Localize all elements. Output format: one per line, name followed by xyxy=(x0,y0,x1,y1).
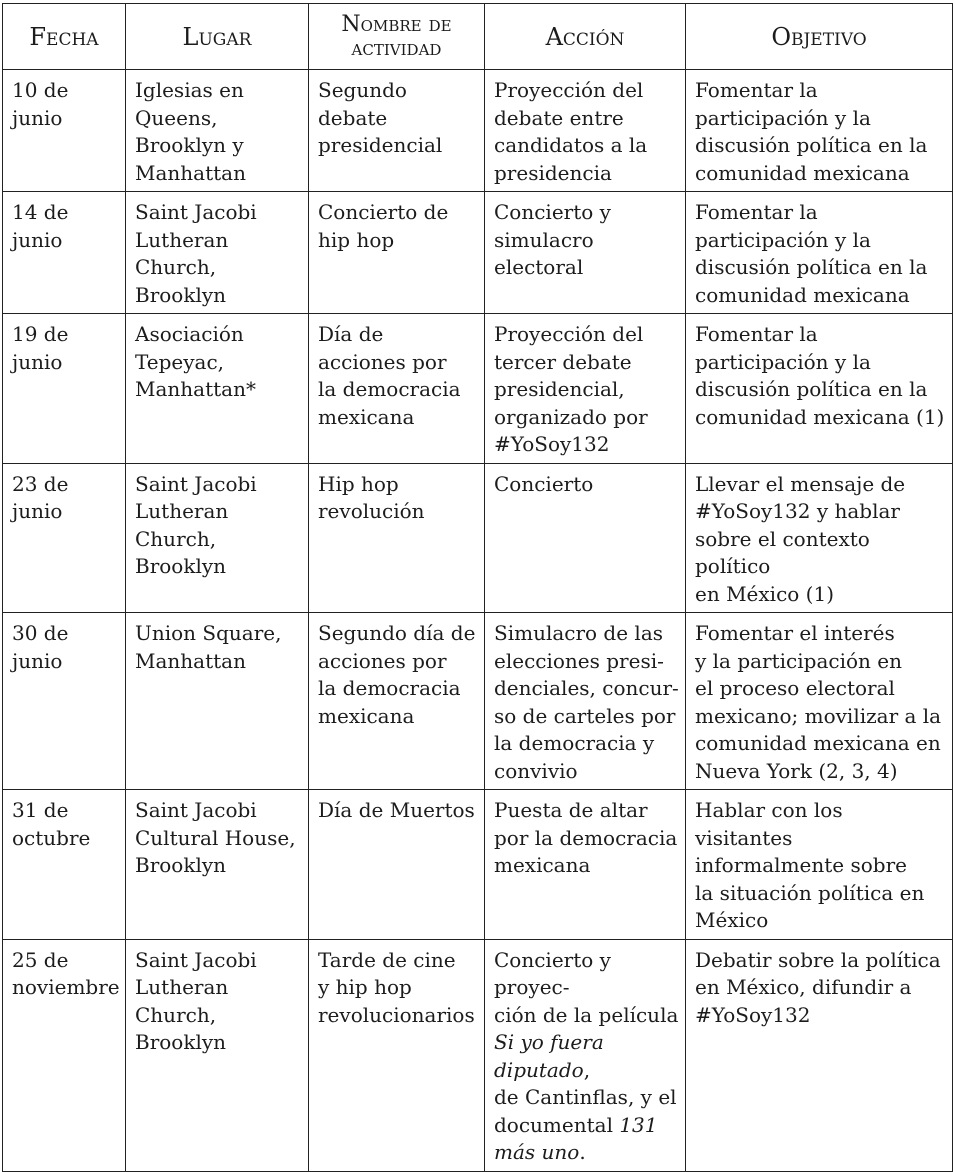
cell-lugar: Iglesias en Queens, Brooklyn y Manhattan xyxy=(126,70,309,192)
cell-lugar: Asociación Tepeyac, Manhattan* xyxy=(126,314,309,464)
cell-fecha: 25 de noviembre xyxy=(3,939,126,1171)
cell-accion xyxy=(485,939,686,1171)
cell-objetivo: Debatir sobre la política en México, difundir a #YoSoy132 xyxy=(686,939,953,1171)
activities-table-container xyxy=(2,3,953,1172)
table-row xyxy=(3,314,953,464)
table-row xyxy=(3,192,953,314)
cell-accion: Proyección del debate entre candidatos a la presidencia xyxy=(485,70,686,192)
header-objetivo: Objetivo xyxy=(686,4,953,70)
cell-accion: Concierto y simulacro electoral xyxy=(485,192,686,314)
film-title: Si yo fuera diputado xyxy=(494,1030,604,1082)
cell-lugar: Saint Jacobi Lutheran Church, Brooklyn xyxy=(126,192,309,314)
accion-text-part: Concierto y proyec- ción de la película xyxy=(494,947,679,1027)
cell-objetivo: Fomentar la participación y la discusión política en la comunidad mexicana xyxy=(686,192,953,314)
cell-fecha: 30 de junio xyxy=(3,613,126,790)
cell-nombre: Concierto de hip hop xyxy=(309,192,485,314)
table-row xyxy=(3,70,953,192)
cell-fecha: 10 de junio xyxy=(3,70,126,192)
table-row xyxy=(3,939,953,1171)
cell-nombre: Hip hop revolución xyxy=(309,463,485,613)
cell-nombre: Día de Muertos xyxy=(309,790,485,940)
cell-accion: Simulacro de las elecciones presi- denciales, concur- so de carteles por la democracia y convivio xyxy=(485,613,686,790)
cell-fecha: 14 de junio xyxy=(3,192,126,314)
cell-lugar: Saint Jacobi Lutheran Church, Brooklyn xyxy=(126,939,309,1171)
table-row xyxy=(3,463,953,613)
header-fecha: Fecha xyxy=(3,4,126,70)
cell-lugar: Saint Jacobi Lutheran Church, Brooklyn xyxy=(126,463,309,613)
activities-table xyxy=(2,3,953,1172)
cell-accion: Concierto xyxy=(485,463,686,613)
table-row xyxy=(3,790,953,940)
cell-nombre: Tarde de cine y hip hop revolucionarios xyxy=(309,939,485,1171)
cell-fecha: 19 de junio xyxy=(3,314,126,464)
cell-lugar: Saint Jacobi Cultural House, Brooklyn xyxy=(126,790,309,940)
accion-text-part: . xyxy=(579,1140,586,1164)
cell-nombre: Segundo debate presidencial xyxy=(309,70,485,192)
cell-objetivo: Fomentar la participación y la discusión política en la comunidad mexicana xyxy=(686,70,953,192)
cell-objetivo: Llevar el mensaje de #YoSoy132 y hablar sobre el contexto político en México (1) xyxy=(686,463,953,613)
cell-objetivo: Fomentar el interés y la participación en el proceso electoral mexicano; movilizar a la comunidad mexicana en Nueva York (2, 3, 4) xyxy=(686,613,953,790)
cell-nombre: Día de acciones por la democracia mexicana xyxy=(309,314,485,464)
documentary-title: 131 más uno xyxy=(494,1112,658,1164)
table-row xyxy=(3,613,953,790)
cell-accion: Puesta de altar por la democracia mexicana xyxy=(485,790,686,940)
cell-nombre: Segundo día de acciones por la democracia mexicana xyxy=(309,613,485,790)
accion-text-part: , de Cantinflas, y el documental xyxy=(494,1057,677,1137)
cell-fecha: 31 de octubre xyxy=(3,790,126,940)
header-lugar: Lugar xyxy=(126,4,309,70)
header-nombre-actividad: Nombre de actividad xyxy=(309,4,485,70)
cell-fecha: 23 de junio xyxy=(3,463,126,613)
table-header-row xyxy=(3,4,953,70)
header-accion: Acción xyxy=(485,4,686,70)
cell-lugar: Union Square, Manhattan xyxy=(126,613,309,790)
cell-objetivo: Hablar con los visitantes informalmente sobre la situación política en México xyxy=(686,790,953,940)
cell-objetivo: Fomentar la participación y la discusión política en la comunidad mexicana (1) xyxy=(686,314,953,464)
cell-accion: Proyección del tercer debate presidencial, organizado por #YoSoy132 xyxy=(485,314,686,464)
